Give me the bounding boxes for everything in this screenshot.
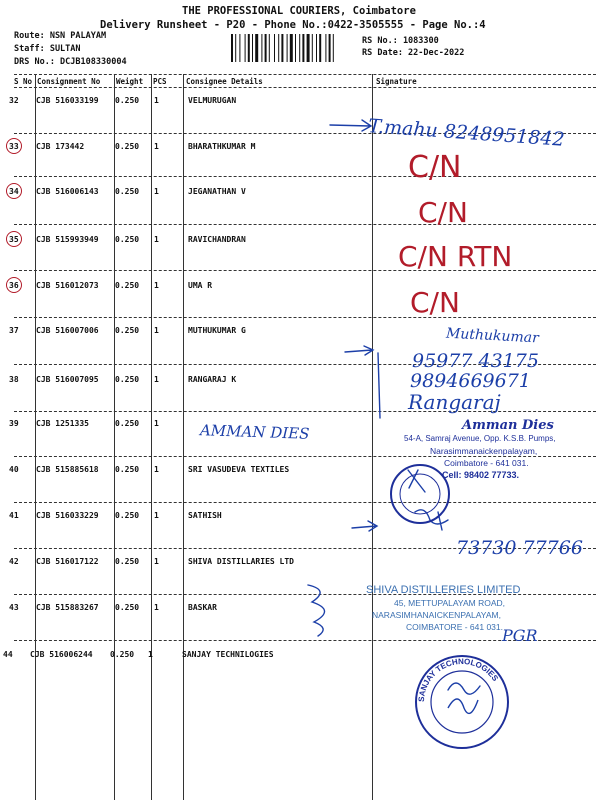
row-sno: 35 xyxy=(9,235,19,244)
row-weight: 0.250 xyxy=(115,511,140,520)
row-consignee: UMA R xyxy=(188,281,213,290)
row-weight: 0.250 xyxy=(115,375,140,384)
row-weight: 0.250 xyxy=(115,465,140,474)
company-title: THE PROFESSIONAL COURIERS, Coimbatore xyxy=(182,5,416,17)
row-weight: 0.250 xyxy=(115,419,140,428)
handwritten-cn-rtn-36: C/N RTN xyxy=(398,240,513,273)
shiva-stamp-addr2: NARASIMHANAICKENPALAYAM, xyxy=(372,610,501,620)
staff-label: Staff: SULTAN xyxy=(14,44,81,54)
row-sno: 33 xyxy=(9,142,19,151)
row-consignee: MUTHUKUMAR G xyxy=(188,326,246,335)
col-header-weight: Weight xyxy=(116,77,144,86)
row-sno: 41 xyxy=(9,511,19,520)
amman-stamp-title: Amman Dies xyxy=(462,418,554,433)
handwritten-initials: PGR xyxy=(502,626,538,645)
row-consignment: CJB 515883267 xyxy=(36,603,99,612)
row-consignment: CJB 516017122 xyxy=(36,557,99,566)
arrow-icon xyxy=(345,346,373,355)
bracket-scribble xyxy=(308,585,325,636)
row-pcs: 1 xyxy=(154,465,159,474)
row-sno: 43 xyxy=(9,603,19,612)
row-pcs: 1 xyxy=(148,650,153,659)
margin-stroke xyxy=(378,353,380,418)
handwritten-muthukumar: Muthukumar xyxy=(445,325,540,347)
row-consignment: CJB 1251335 xyxy=(36,419,89,428)
arrow-icon xyxy=(330,120,371,131)
row-sno: 44 xyxy=(3,650,13,659)
row-weight: 0.250 xyxy=(115,96,140,105)
row-consignee: RAVICHANDRAN xyxy=(188,235,246,244)
row-weight: 0.250 xyxy=(115,281,140,290)
arrow-icon xyxy=(352,521,377,531)
drs-label: DRS No.: DCJB108330004 xyxy=(14,57,127,67)
row-pcs: 1 xyxy=(154,375,159,384)
runsheet-title: Delivery Runsheet - P20 - Phone No.:0422-3505555 - Page No.:4 xyxy=(100,19,486,31)
handwritten-cn-34: C/N xyxy=(408,150,462,185)
row-sno: 39 xyxy=(9,419,19,428)
row-pcs: 1 xyxy=(154,96,159,105)
row-pcs: 1 xyxy=(154,419,159,428)
row-weight: 0.250 xyxy=(115,326,140,335)
row-consignment: CJB 516006244 xyxy=(30,650,93,659)
row-weight: 0.250 xyxy=(115,187,140,196)
amman-stamp-addr3: Coimbatore - 641 031. xyxy=(444,458,529,468)
row-weight: 0.250 xyxy=(115,235,140,244)
handwritten-cn-37: C/N xyxy=(410,286,460,319)
row-pcs: 1 xyxy=(154,326,159,335)
row-weight: 0.250 xyxy=(115,557,140,566)
col-header-pcs: PCS xyxy=(153,77,167,86)
handwritten-phone-3: 73730 77766 xyxy=(456,537,583,559)
row-sno: 40 xyxy=(9,465,19,474)
col-header-consignment: Consignment No xyxy=(37,77,101,86)
handwritten-rangaraj: Rangaraj xyxy=(408,390,501,414)
row-pcs: 1 xyxy=(154,281,159,290)
handwritten-phone-1: 95977 43175 xyxy=(412,350,539,372)
row-consignment: CJB 516033229 xyxy=(36,511,99,520)
col-header-sno: S No xyxy=(14,77,33,86)
col-header-signature: Signature xyxy=(376,77,417,86)
row-pcs: 1 xyxy=(154,187,159,196)
row-sno: 34 xyxy=(9,187,19,196)
row-consignee: SRI VASUDEVA TEXTILES xyxy=(188,465,290,474)
row-consignment: CJB 516007095 xyxy=(36,375,99,384)
row-consignment: CJB 515993949 xyxy=(36,235,99,244)
sanjay-seal-icon xyxy=(412,652,512,752)
row-consignee: VELMURUGAN xyxy=(188,96,237,105)
row-consignee: JEGANATHAN V xyxy=(188,187,246,196)
row-consignee: RANGARAJ K xyxy=(188,375,237,384)
col-header-consignee: Consignee Details xyxy=(186,77,263,86)
rs-number: RS No.: 1083300 xyxy=(362,36,439,46)
row-consignment: CJB 173442 xyxy=(36,142,85,151)
row-consignee: SATHISH xyxy=(188,511,222,520)
shiva-stamp-addr3: COIMBATORE - 641 031. xyxy=(406,622,503,632)
shiva-stamp-addr1: 45, METTUPALAYAM ROAD, xyxy=(394,598,505,608)
row-weight: 0.250 xyxy=(115,603,140,612)
amman-stamp-addr2: Narasimmanaickenpalayam, xyxy=(430,446,538,456)
amman-stamp-addr1: 54-A, Samraj Avenue, Opp. K.S.B. Pumps, xyxy=(404,434,556,443)
row-consignee: BHARATHKUMAR M xyxy=(188,142,256,151)
handwritten-phone-2: 9894669671 xyxy=(410,370,531,392)
rs-date: RS Date: 22-Dec-2022 xyxy=(362,48,465,58)
row-pcs: 1 xyxy=(154,235,159,244)
row-consignment: CJB 516007006 xyxy=(36,326,99,335)
handwritten-amman-dies: AMMAN DIES xyxy=(199,421,310,443)
route-label: Route: NSN PALAYAM xyxy=(14,31,107,41)
row-pcs: 1 xyxy=(154,142,159,151)
row-consignee: SANJAY TECHNILOGIES xyxy=(182,650,274,659)
row-consignee: SHIVA DISTILLARIES LTD xyxy=(188,557,294,566)
row-consignment: CJB 516012073 xyxy=(36,281,99,290)
row-consignment: CJB 515885618 xyxy=(36,465,99,474)
row-sno: 36 xyxy=(9,281,19,290)
row-weight: 0.250 xyxy=(110,650,135,659)
shiva-stamp-title: SHIVA DISTILLERIES LIMITED xyxy=(366,584,521,596)
row-sno: 38 xyxy=(9,375,19,384)
row-pcs: 1 xyxy=(154,557,159,566)
row-consignment: CJB 516033199 xyxy=(36,96,99,105)
row-consignment: CJB 516006143 xyxy=(36,187,99,196)
row-weight: 0.250 xyxy=(115,142,140,151)
handwritten-signature-33: T.mahu 8248951842 xyxy=(367,115,566,151)
row-sno: 42 xyxy=(9,557,19,566)
row-sno: 37 xyxy=(9,326,19,335)
row-pcs: 1 xyxy=(154,511,159,520)
handwritten-cn-35: C/N xyxy=(418,196,468,229)
amman-stamp-cell: Cell: 98402 77733. xyxy=(442,470,520,480)
round-seal-icon xyxy=(388,462,452,526)
row-pcs: 1 xyxy=(154,603,159,612)
row-sno: 32 xyxy=(9,96,19,105)
row-consignee: BASKAR xyxy=(188,603,217,612)
sanjay-seal-text: SANJAY TECHNOLOGIES xyxy=(416,656,500,703)
